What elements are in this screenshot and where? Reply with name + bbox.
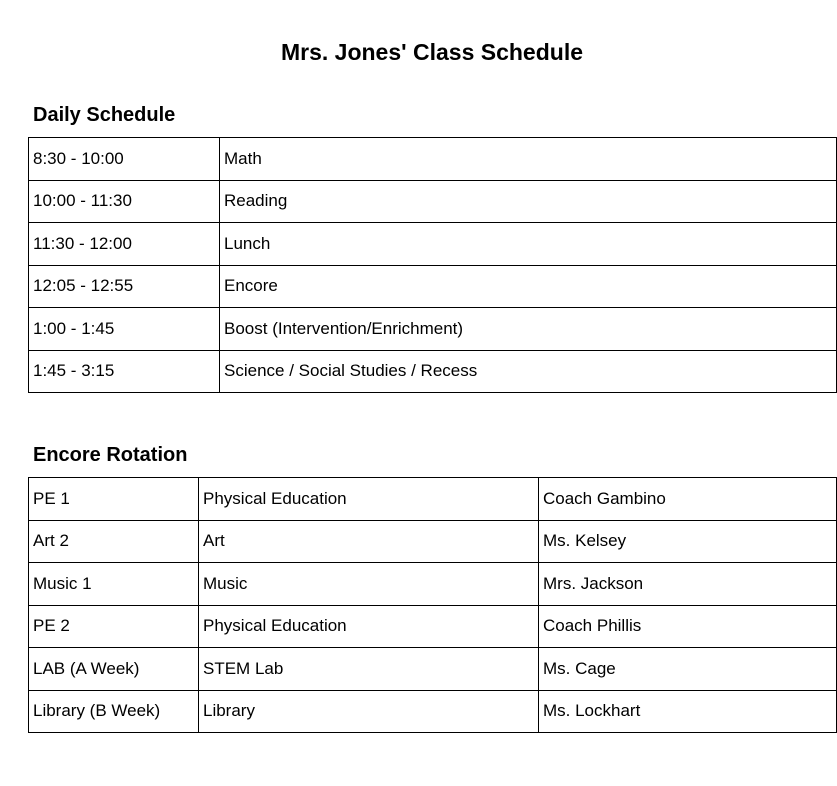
encore-rotation-heading: Encore Rotation	[33, 444, 188, 466]
table-row	[29, 563, 837, 606]
encore-teacher-cell: Mrs. Jackson	[539, 563, 837, 606]
subject-cell: Boost (Intervention/Enrichment)	[220, 308, 837, 351]
time-cell: 1:45 - 3:15	[29, 350, 220, 393]
time-cell: 1:00 - 1:45	[29, 308, 220, 351]
encore-teacher-cell: Ms. Lockhart	[539, 690, 837, 733]
subject-cell: Lunch	[220, 223, 837, 266]
table-row	[29, 648, 837, 691]
encore-code-cell: Library (B Week)	[29, 690, 199, 733]
table-row	[29, 520, 837, 563]
table-row	[29, 138, 837, 181]
table-row	[29, 223, 837, 266]
encore-rotation-table	[28, 477, 837, 733]
encore-teacher-cell: Coach Phillis	[539, 605, 837, 648]
table-row	[29, 350, 837, 393]
encore-teacher-cell: Ms. Cage	[539, 648, 837, 691]
subject-cell: Math	[220, 138, 837, 181]
table-row	[29, 605, 837, 648]
encore-class-cell: Music	[199, 563, 539, 606]
encore-class-cell: Art	[199, 520, 539, 563]
encore-teacher-cell: Coach Gambino	[539, 478, 837, 521]
table-row	[29, 478, 837, 521]
encore-class-cell: Library	[199, 690, 539, 733]
encore-class-cell: Physical Education	[199, 605, 539, 648]
subject-cell: Science / Social Studies / Recess	[220, 350, 837, 393]
encore-code-cell: PE 1	[29, 478, 199, 521]
encore-teacher-cell: Ms. Kelsey	[539, 520, 837, 563]
time-cell: 8:30 - 10:00	[29, 138, 220, 181]
table-row	[29, 180, 837, 223]
time-cell: 12:05 - 12:55	[29, 265, 220, 308]
encore-code-cell: Music 1	[29, 563, 199, 606]
encore-class-cell: STEM Lab	[199, 648, 539, 691]
table-row	[29, 690, 837, 733]
time-cell: 11:30 - 12:00	[29, 223, 220, 266]
daily-schedule-heading: Daily Schedule	[33, 104, 176, 126]
daily-schedule-table	[28, 137, 837, 393]
time-cell: 10:00 - 11:30	[29, 180, 220, 223]
table-row	[29, 265, 837, 308]
encore-code-cell: Art 2	[29, 520, 199, 563]
encore-code-cell: PE 2	[29, 605, 199, 648]
subject-cell: Reading	[220, 180, 837, 223]
table-row	[29, 308, 837, 351]
encore-class-cell: Physical Education	[199, 478, 539, 521]
encore-code-cell: LAB (A Week)	[29, 648, 199, 691]
page-title: Mrs. Jones' Class Schedule	[280, 39, 584, 65]
subject-cell: Encore	[220, 265, 837, 308]
